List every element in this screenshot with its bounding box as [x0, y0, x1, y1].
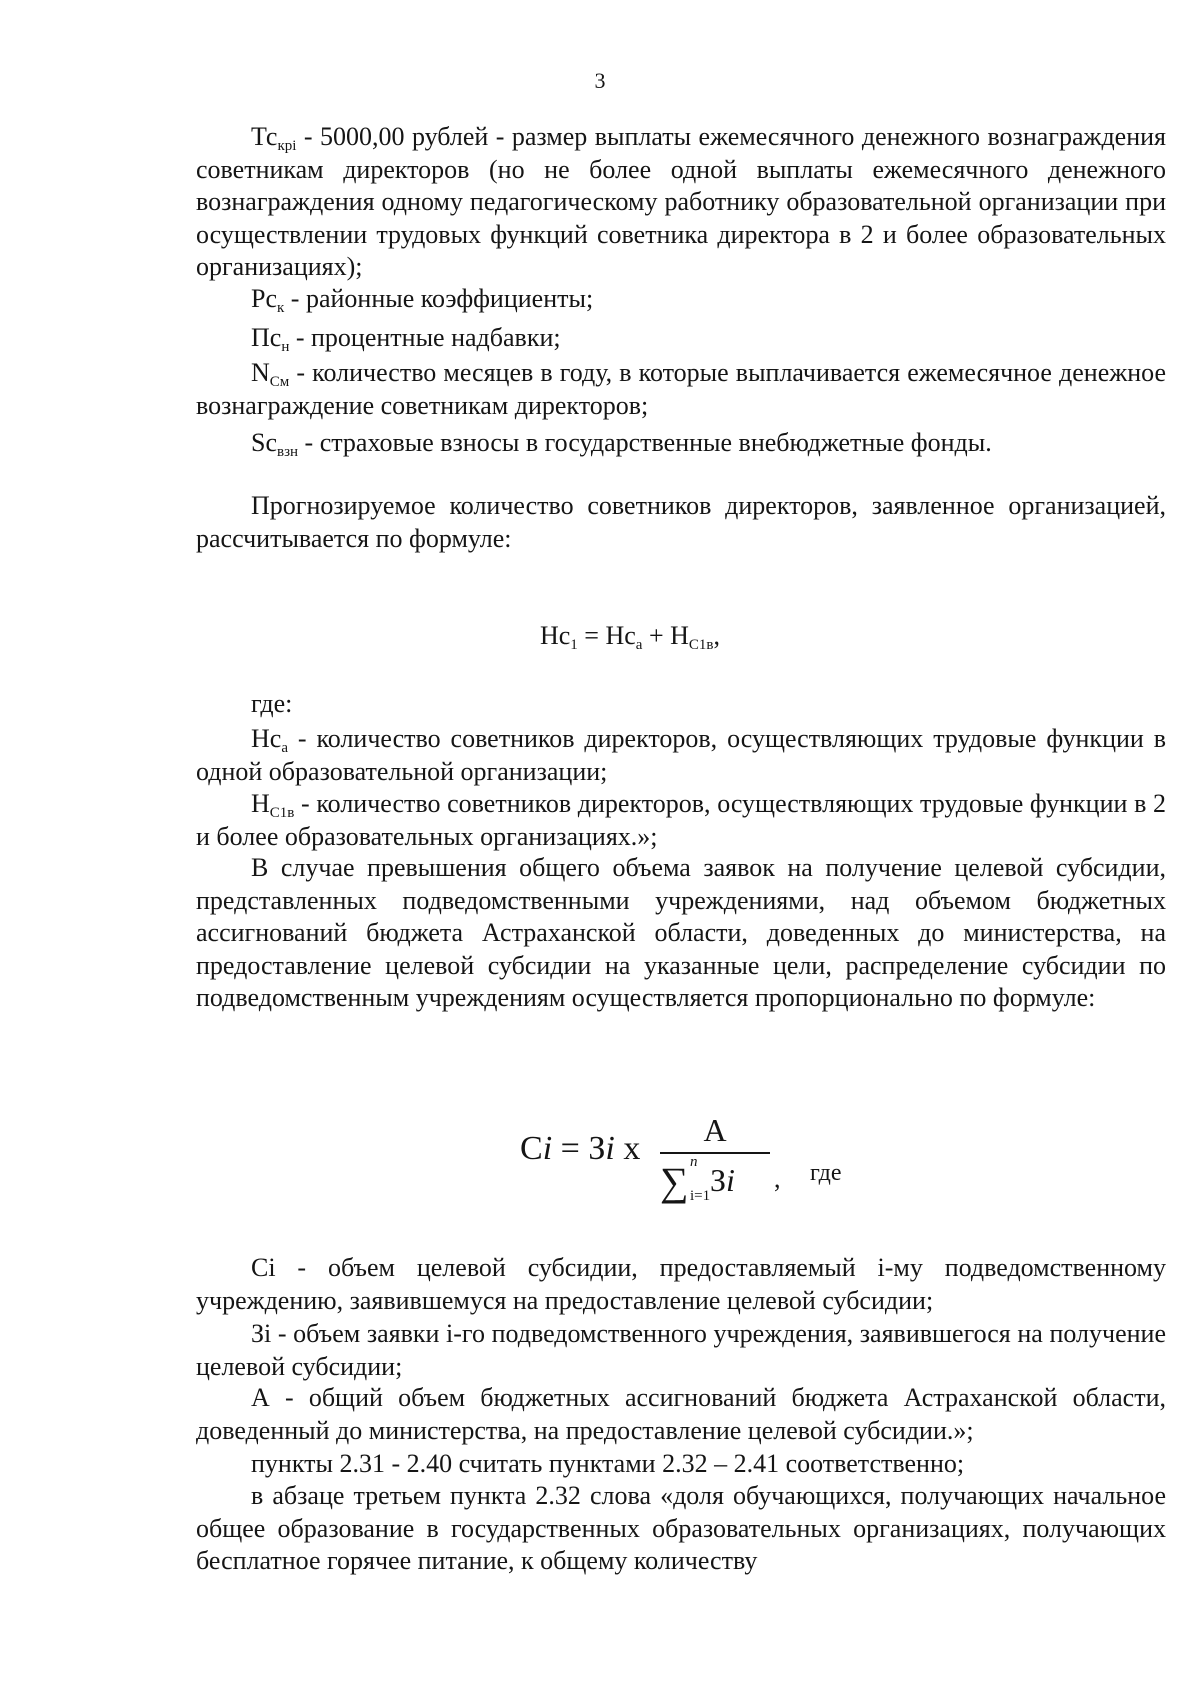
definition-ci: Ci - объем целевой субсидии, предоставляемый i-му подведомственному учреждению, заявившемуся на предоставление целевой субсидии;: [196, 1253, 1166, 1315]
formula-i: i: [605, 1130, 615, 1167]
formula-term-a-subscript: а: [635, 637, 643, 653]
symbol: Sc: [251, 428, 277, 457]
formula-term-b-subscript: С1в: [688, 637, 714, 653]
definition-ns1v: [196, 788, 1166, 853]
formula-lhs-subscript: 1: [570, 637, 578, 653]
where-label: где:: [251, 689, 293, 718]
definition-text: - количество советников директоров, осуществляющих трудовые функции в 2 и более образовательных организациях.»;: [196, 789, 1166, 851]
formula-i: i: [542, 1130, 553, 1167]
definition-rsk: [196, 283, 1166, 316]
symbol: Н: [251, 789, 270, 818]
symbol: Нс: [251, 724, 282, 753]
symbol-subscript: к: [277, 300, 285, 316]
formula-equals: =: [577, 621, 606, 650]
definition-text: - страховые взносы в государственные внебюджетные фонды.: [298, 428, 992, 457]
forecast-intro: Прогнозируемое количество советников директоров, заявленное организацией, рассчитывается по формуле:: [196, 491, 1166, 553]
den-i: i: [726, 1162, 735, 1198]
page-number: 3: [594, 68, 606, 93]
definition-psn: [196, 322, 1166, 355]
symbol-subscript: См: [269, 374, 290, 390]
sum-upper-limit: n: [690, 1154, 698, 1170]
formula-term-b: Н: [670, 621, 689, 650]
formula-term-a: Нс: [605, 621, 636, 650]
formula-times: x: [614, 1130, 641, 1167]
den-z: З: [710, 1162, 727, 1198]
symbol: N: [251, 358, 270, 387]
symbol: Рс: [251, 284, 277, 313]
definition-text: - количество месяцев в году, в которые выплачивается ежемесячное денежное вознаграждение советникам директоров;: [196, 358, 1166, 420]
symbol: Тс: [251, 122, 278, 151]
fraction-numerator: A: [703, 1112, 727, 1148]
definition-text: - 5000,00 рублей - размер выплаты ежемесячного денежного вознаграждения советникам директоров (но не более одной выплаты ежемесячного денежного вознаграждения одному педагогическому работнику образовательной организации при осуществлении трудовых функций советника директора в 2 и более образовательных организациях);: [196, 122, 1166, 281]
formula-where: где: [810, 1160, 842, 1186]
definition-text: - процентные надбавки;: [289, 323, 561, 352]
symbol-subscript: н: [281, 339, 290, 355]
formula-equals-z: = З: [552, 1130, 606, 1167]
formula-plus: +: [642, 621, 671, 650]
renumber-line: пункты 2.31 - 2.40 считать пунктами 2.32 – 2.41 соответственно;: [251, 1449, 965, 1478]
definition-a: А - общий объем бюджетных ассигнований бюджета Астраханской области, доведенный до министерства, на предоставление целевой субсидии.»;: [196, 1383, 1166, 1445]
formula-lhs: [520, 1130, 640, 1168]
definition-nsa: [196, 723, 1166, 788]
symbol-subscript: а: [281, 740, 288, 756]
formula-comma: ,: [713, 621, 721, 650]
denominator-term: [710, 1162, 735, 1199]
symbol-subscript: С1в: [269, 805, 295, 821]
definition-scvzn: [196, 427, 1166, 460]
definition-tskr: [196, 121, 1166, 284]
definition-nsm: [196, 357, 1166, 422]
excess-paragraph: В случае превышения общего объема заявок на получение целевой субсидии, представленных подведомственными учреждениями, над объемом бюджетных ассигнований бюджета Астраханской области, доведенных до министерства, на предоставление целевой субсидии на указанные цели, распределение субсидии по подведомственным учреждениям осуществляется пропорционально по формуле:: [196, 853, 1166, 1012]
symbol-subscript: крi: [277, 138, 297, 154]
definition-zi: Зi - объем заявки i-го подведомственного учреждения, заявившегося на получение целевой субсидии;: [196, 1319, 1166, 1381]
fraction-bar: [660, 1152, 770, 1154]
last-paragraph: в абзаце третьем пункта 2.32 слова «доля обучающихся, получающих начальное общее образование в государственных образовательных организациях, получающих бесплатное горячее питание, к общему количеству: [196, 1481, 1166, 1575]
sum-lower-limit: i=1: [690, 1188, 711, 1204]
definition-text: - районные коэффициенты;: [284, 284, 594, 313]
formula-c: C: [520, 1130, 543, 1167]
formula-subsidy-distribution: [520, 1112, 940, 1222]
formula-lhs: Нс: [539, 621, 571, 650]
fraction-denominator: [660, 1156, 770, 1212]
formula-comma: ,: [774, 1164, 781, 1193]
sigma-icon: ∑: [660, 1159, 689, 1204]
formula-advisor-count: [0, 621, 1200, 651]
formula-fraction: [660, 1112, 770, 1212]
definition-text: - количество советников директоров, осуществляющих трудовые функции в одной образовательной организации;: [196, 724, 1166, 786]
symbol: Пс: [251, 323, 282, 352]
symbol-subscript: взн: [277, 444, 299, 460]
